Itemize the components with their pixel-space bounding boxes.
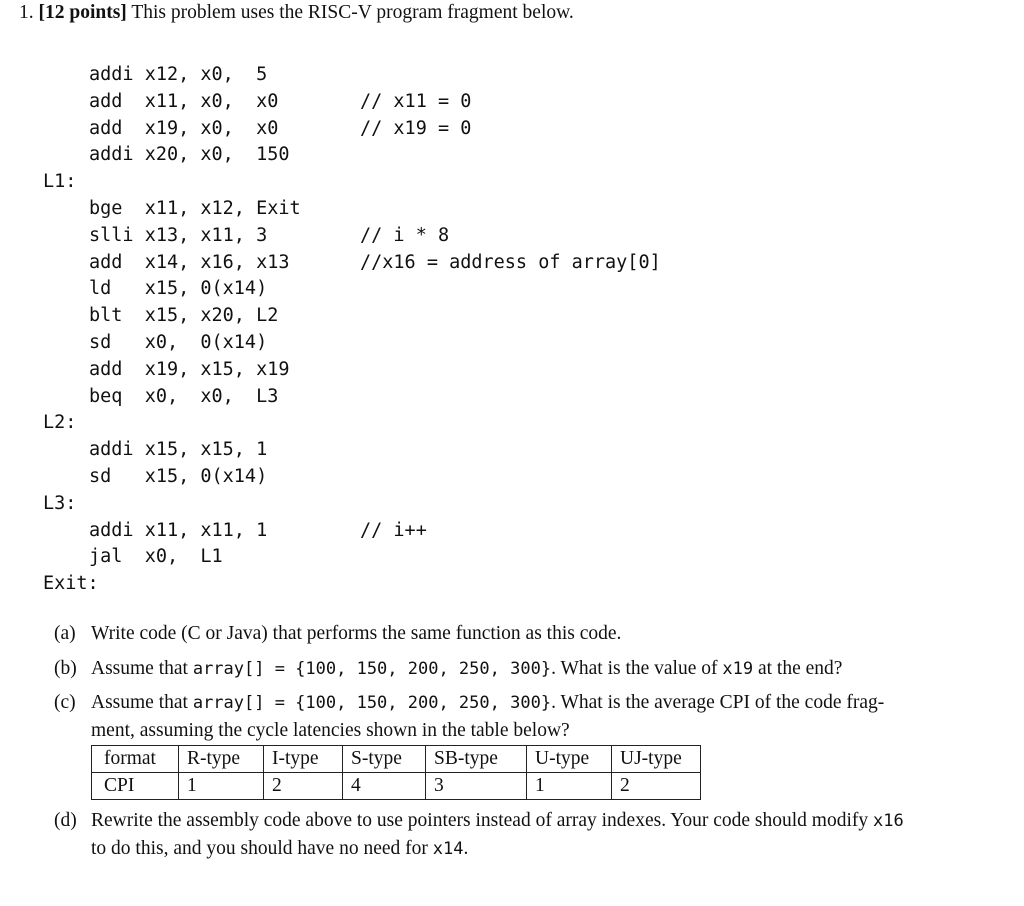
part-b-register: x19 [722,659,754,679]
part-d-tag: (d) [54,810,77,831]
part-d-register-2: x14 [432,839,464,859]
part-b-array-code: array[] = {100, 150, 200, 250, 300} [192,659,552,679]
part-d-line2: to do this, and you should have no need for [91,838,433,859]
question-number: 1. [19,2,34,23]
code-label: L3: [43,493,77,514]
code-line: blt x15, x20, L2 [89,305,279,326]
code-comment: //x16 = address of array[0] [360,252,661,273]
code-label: Exit: [43,573,99,594]
table-cell: I-type [264,746,343,773]
part-b-mid: . What is the value of [551,658,723,679]
question-header [19,2,574,24]
code-label: L2: [43,412,77,433]
table-cell: 4 [343,773,426,800]
table-cell: 2 [264,773,343,800]
table-cell: R-type [179,746,264,773]
table-cell: U-type [527,746,612,773]
code-label: L1: [43,171,77,192]
code-line: sd x0, 0(x14) [89,332,268,353]
code-line: ld x15, 0(x14) [89,278,268,299]
table-cell: 2 [612,773,701,800]
table-cell: format [92,746,179,773]
part-a-text: Write code (C or Java) that performs the same function as this code. [91,623,622,644]
code-line: add x19, x0, x0 [89,118,279,139]
part-c-tag: (c) [54,692,76,713]
part-c-line2: ment, assuming the cycle latencies shown in the table below? [91,720,570,741]
risc-v-code-block [0,62,700,602]
part-d-line1: Rewrite the assembly code above to use pointers instead of array indexes. Your code should modify [91,810,873,831]
code-line: add x14, x16, x13 [89,252,290,273]
code-comment: // x11 = 0 [360,91,472,112]
part-d-line2-end: . [463,838,469,859]
table-cell: S-type [343,746,426,773]
code-line: addi x12, x0, 5 [89,64,268,85]
part-b-text [91,655,991,683]
part-c-text [91,689,991,744]
code-line: addi x20, x0, 150 [89,144,290,165]
question-intro: This problem uses the RISC-V program fragment below. [131,2,574,23]
part-c-pre: Assume that [91,692,193,713]
cpi-table-value-row [92,773,701,800]
code-comment: // x19 = 0 [360,118,472,139]
part-c-array-code: array[] = {100, 150, 200, 250, 300} [192,693,552,713]
table-cell: SB-type [426,746,527,773]
table-cell: 1 [527,773,612,800]
cpi-latency-table [91,745,701,800]
part-b-tag: (b) [54,658,77,679]
code-line: slli x13, x11, 3 [89,225,268,246]
code-line: addi x15, x15, 1 [89,439,268,460]
cpi-table-header-row [92,746,701,773]
code-comment: // i++ [360,520,427,541]
part-d-text [91,807,991,863]
table-cell: 3 [426,773,527,800]
code-line: beq x0, x0, L3 [89,386,279,407]
code-line: jal x0, L1 [89,546,223,567]
part-c-line1-rest: . What is the average CPI of the code frag- [551,692,885,713]
part-b-post: at the end? [753,658,843,679]
part-b-pre: Assume that [91,658,193,679]
part-d-register-1: x16 [873,811,904,831]
code-line: addi x11, x11, 1 [89,520,268,541]
code-line: add x11, x0, x0 [89,91,279,112]
code-line: add x19, x15, x19 [89,359,290,380]
code-comment: // i * 8 [360,225,450,246]
part-a-tag: (a) [54,623,76,644]
table-cell: UJ-type [612,746,701,773]
code-line: sd x15, 0(x14) [89,466,268,487]
question-points: [12 points] [38,2,127,23]
table-cell: 1 [179,773,264,800]
code-line: bge x11, x12, Exit [89,198,301,219]
table-cell: CPI [92,773,179,800]
